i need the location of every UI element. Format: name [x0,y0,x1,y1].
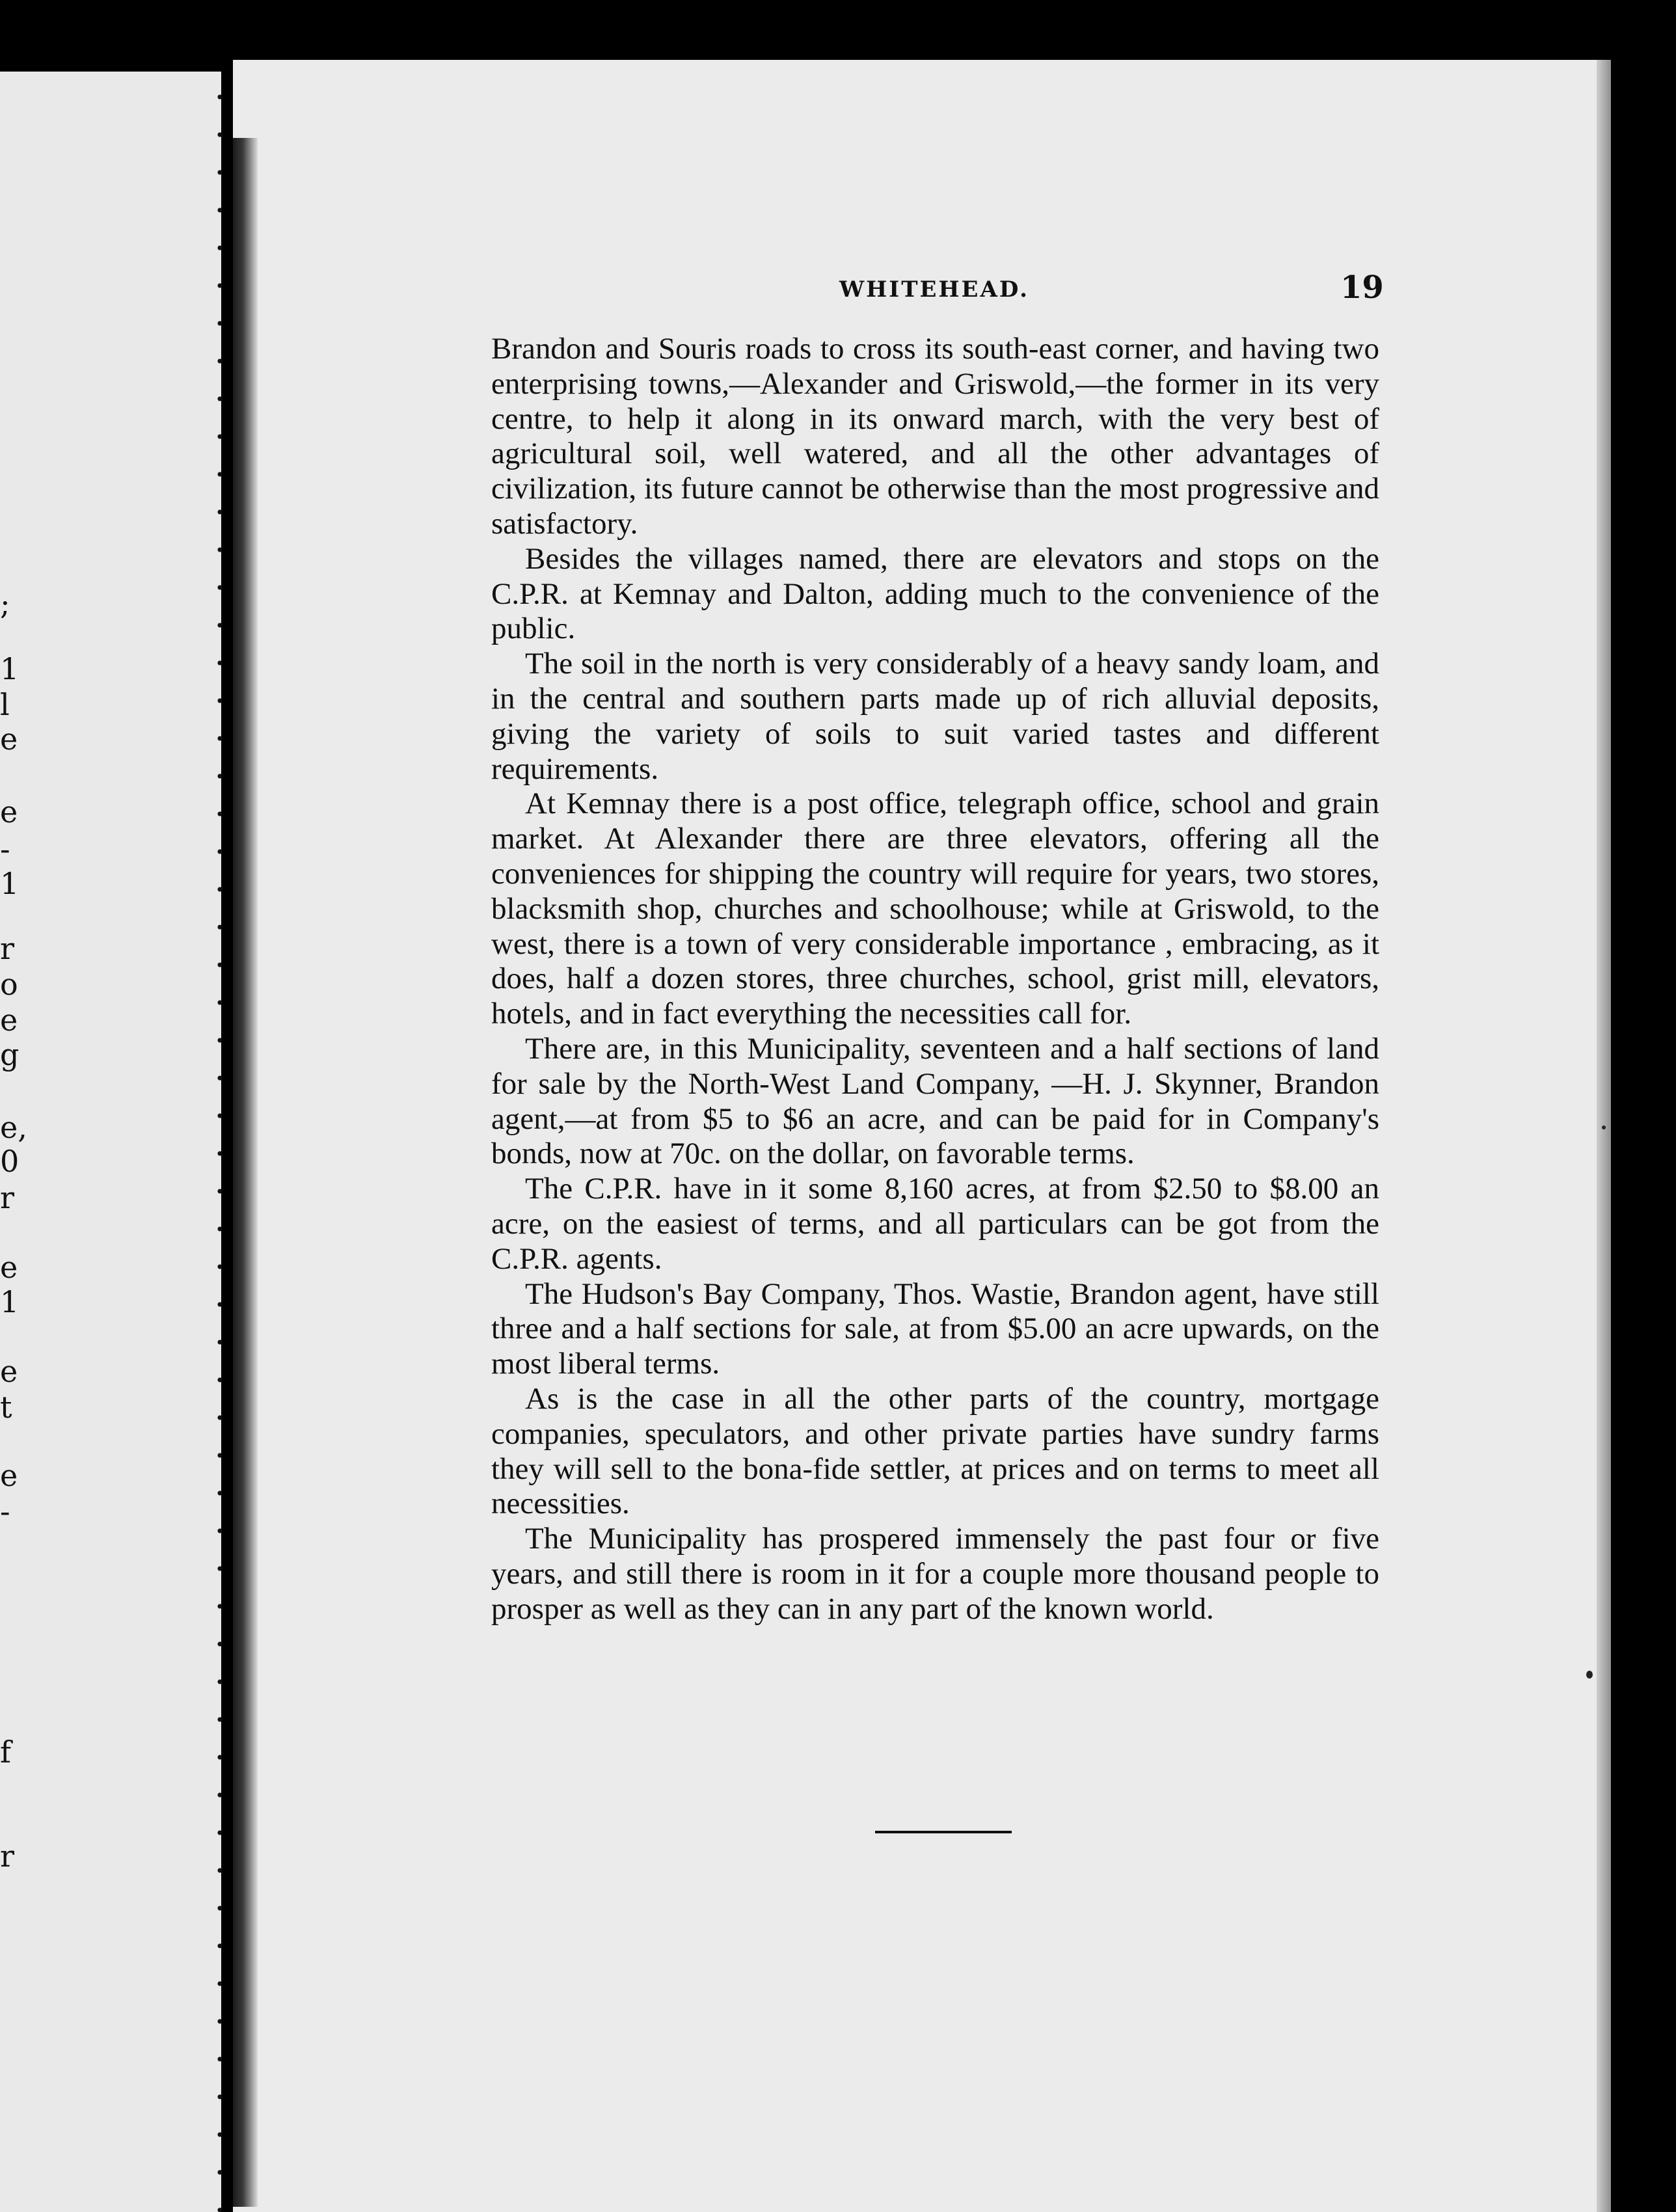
margin-fragment: e, [0,1110,27,1145]
paragraph: The soil in the north is very considerably of a heavy sandy loam, and in the central and southern parts made up of rich alluvial deposits, giving the variety of soils to suit varied tastes and different requirements. [491,647,1379,786]
margin-fragment: 0 [0,1144,20,1179]
margin-fragment: r [0,1180,14,1215]
margin-fragment: - [0,831,10,867]
margin-fragment: ; [0,586,10,621]
margin-fragment: t [0,1390,12,1425]
paragraph: Brandon and Souris roads to cross its south-east corner, and having two enterprising towns,—Alexander and Griswold,—the former in its very centre, to help it along in its onward march, with the very best of agricultural soil, well watered, and all the other advantages of civilization, its future cannot be otherwise than the most progressive and satisfactory. [491,332,1379,541]
page-gutter-shadow [233,138,258,2207]
paragraph: As is the case in all the other parts of the country, mortgage companies, speculators, and other private parties have sundry farms they will sell to the bona-fide settler, at prices and on terms to meet all necessities. [491,1381,1379,1521]
margin-fragment: f [0,1734,12,1770]
margin-fragment: e [0,1458,18,1493]
margin-fragment: r [0,1839,14,1874]
margin-fragment: 1 [0,866,20,901]
paragraph: The Hudson's Bay Company, Thos. Wastie, Brandon agent, have still three and a half sections for sale, at from $5.00 an acre upwards, on the most liberal terms. [491,1276,1379,1381]
scan-speck [1602,1126,1606,1129]
paragraph: The Municipality has prospered immensely the past four or five years, and still there is room in it for a couple more thousand people to prosper as well as they can in any part of the known world. [491,1522,1379,1626]
margin-fragment: r [0,931,14,966]
section-end-rule [875,1831,1012,1833]
margin-fragment: 1 [0,651,20,686]
margin-fragment: e [0,1250,18,1285]
margin-fragment: e [0,1003,18,1038]
margin-fragment: - [0,1494,10,1529]
scan-speck [1586,1671,1593,1679]
margin-fragment: l [0,687,10,722]
binding-stitch-marks [213,78,226,2212]
scan-border [0,0,221,72]
page-number: 19 [1340,269,1384,306]
margin-fragment: o [0,967,18,1002]
page-body [491,332,1379,1626]
paragraph: The C.P.R. have in it some 8,160 acres, at from $2.50 to $8.00 an acre, on the easiest of terms, and all particulars can be got from the C.P.R. agents. [491,1172,1379,1276]
page-edge-shadow [1597,60,1611,2212]
margin-fragment: e [0,794,18,830]
facing-page-sliver [0,0,221,2212]
margin-fragment: e [0,722,18,757]
paragraph: At Kemnay there is a post office, telegraph office, school and grain market. At Alexander there are three elevators, offering all the conveniences for shipping the country will require for years, two stores, blacksmith shop, churches and schoolhouse; while at Griswold, to the west, there is a town of very considerable importance , embracing, as it does, half a dozen stores, three churches, school, grist mill, elevators, hotels, and in fact everything the necessities call for. [491,787,1379,1031]
margin-fragment: g [0,1037,20,1072]
margin-fragment: 1 [0,1284,20,1319]
paragraph: Besides the villages named, there are elevators and stops on the C.P.R. at Kemnay and Dalton, adding much to the convenience of the public. [491,541,1379,646]
margin-fragment: e [0,1354,18,1389]
running-header: WHITEHEAD. [839,276,1029,303]
paragraph: There are, in this Municipality, seventeen and a half sections of land for sale by the North-West Land Company, —H. J. Skynner, Brandon agent,—at from $5 to $6 an acre, and can be paid for in Company's bonds, now at 70c. on the dollar, on favorable terms. [491,1031,1379,1171]
